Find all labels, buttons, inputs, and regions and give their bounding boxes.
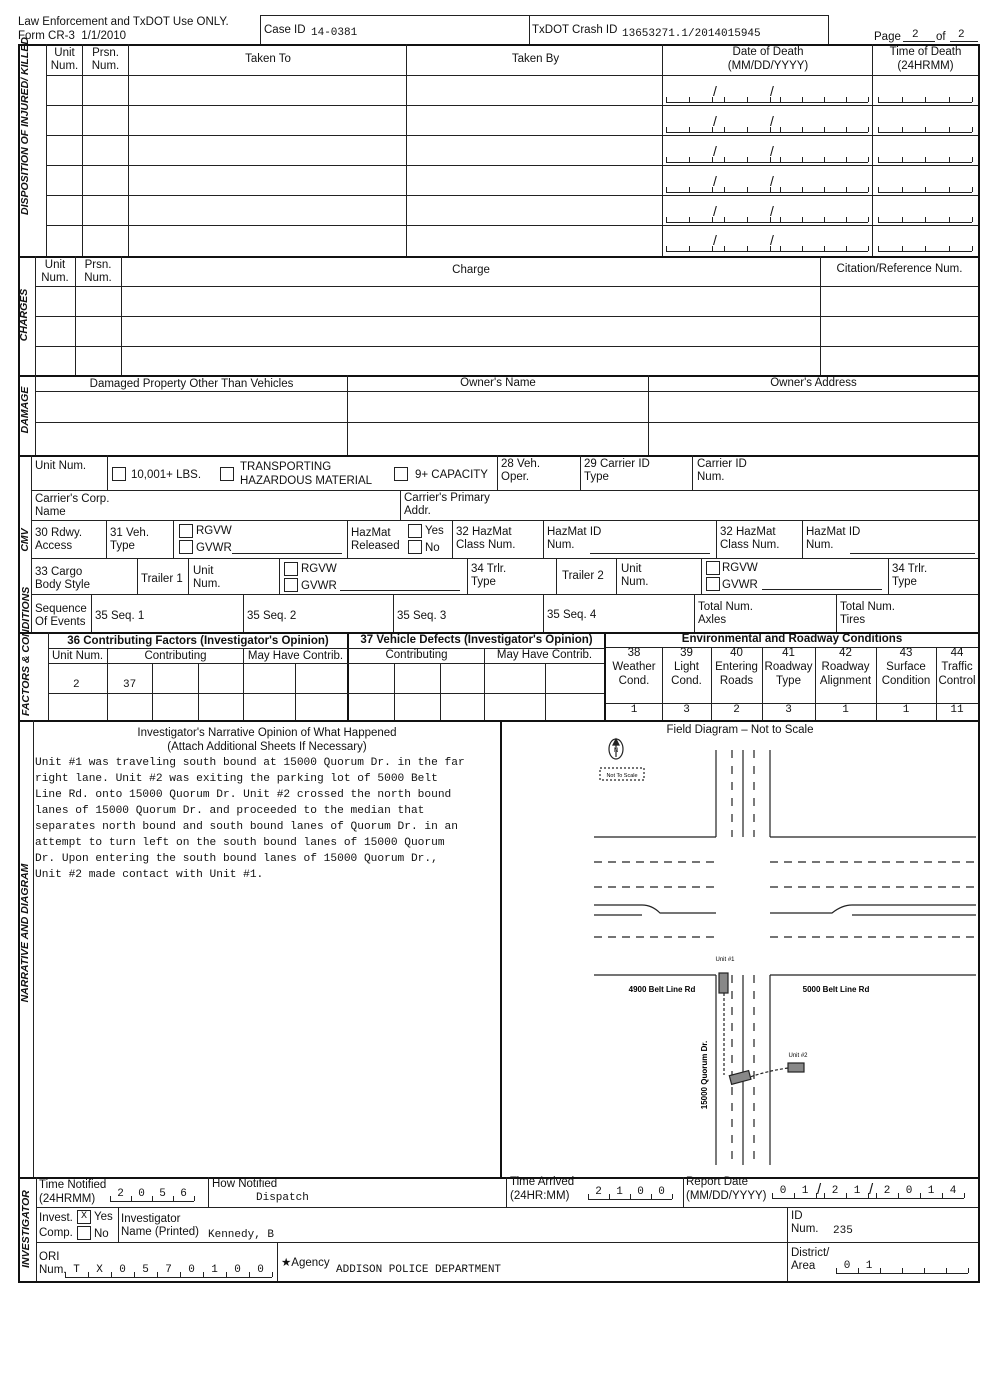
gvwr-checkbox-1[interactable]: [179, 540, 193, 554]
charge-prsn-num-header: Prsn. Num.: [84, 259, 112, 284]
condition-num: 38: [627, 647, 641, 659]
id-num-value: 235: [833, 1225, 853, 1237]
total-tires-label: Total Num. Tires: [840, 601, 895, 626]
rgvw-label-1: RGVW: [196, 525, 232, 537]
trlr-type-label-1: 34 Trlr. Type: [471, 563, 507, 588]
charge-header: Charge: [452, 264, 490, 276]
condition-column: [606, 647, 662, 720]
narrative-text: Unit #1 was traveling south bound at 15000 Quorum Dr. in the far right lane. Unit #2 was exiting the parking lot of 5000 Belt Line Rd. onto 15000 Quorum Dr. Unit #2 crossed the north bound lanes of 15000 Quorum Dr. and proceeded to the median that separates north bound and south bound lanes of Quorum Dr. in an attempt to turn left on the south bound lanes of 15000 Quorum Dr. Upon entering the south bound lanes of 15000 Quorum Dr., Unit #2 made contact with Unit #1.: [35, 757, 465, 881]
invest-comp-no-label: No: [94, 1228, 109, 1240]
taken-by-header: Taken By: [511, 53, 560, 65]
investigator-name-value: Kennedy, B: [208, 1229, 275, 1241]
page-number: 2: [912, 29, 919, 41]
transporting-label: TRANSPORTING: [240, 461, 332, 473]
invest-comp-label-1: Invest.: [39, 1212, 73, 1224]
taken-to-header: Taken To: [245, 53, 291, 65]
condition-label-1: Surface: [886, 661, 926, 673]
lbs-label: 10,001+ LBS.: [131, 469, 202, 481]
agency-label: ★Agency: [281, 1257, 330, 1269]
hazmat-id-label-1: HazMat ID Num.: [547, 526, 602, 551]
condition-value: 1: [630, 704, 638, 716]
condition-label-2: Roads: [719, 675, 754, 687]
condition-column: [711, 647, 762, 720]
crash-id-value: 13653271.1/2014015945: [622, 28, 761, 40]
disposition-section-label: DISPOSITION OF INJURED/ KILLED: [19, 37, 31, 215]
owner-address-header: Owner's Address: [770, 377, 857, 389]
unit1-vehicle-icon: [719, 973, 728, 993]
condition-label-2: Condition: [881, 675, 931, 687]
condition-value: 11: [950, 704, 964, 716]
trailer2-label: Trailer 2: [562, 570, 604, 582]
condition-label-2: Control: [938, 675, 976, 687]
disp-prsn-num-header: Prsn. Num.: [91, 47, 120, 72]
factor-contributing-header: Contributing: [144, 650, 207, 662]
hazmat-yes-checkbox[interactable]: [408, 524, 422, 538]
rgvw-label-3: RGVW: [722, 562, 758, 574]
condition-num: 42: [839, 647, 852, 659]
disp-unit-num-header: Unit Num.: [50, 47, 79, 72]
cmv-section-label: CMV: [19, 528, 31, 552]
charges-section-label: CHARGES: [18, 288, 30, 342]
unit2-label: Unit #2: [788, 1053, 808, 1059]
how-notified-label-1: How Notified: [212, 1178, 278, 1190]
invest-comp-yes-label: Yes: [94, 1211, 113, 1223]
report-date-label: Report Date: [686, 1176, 749, 1188]
investigator-section-label: INVESTIGATOR: [20, 1190, 32, 1268]
condition-value: 3: [683, 704, 690, 716]
trailer2-unit-num: Unit Num.: [621, 563, 649, 588]
diagram-note: Not To Scale: [606, 773, 638, 779]
defect-may-have-header: May Have Contrib.: [496, 649, 593, 661]
case-id-value: 14-0381: [311, 27, 358, 39]
condition-label-1: Traffic: [941, 661, 973, 673]
how-notified-value: Dispatch: [256, 1192, 309, 1204]
damage-section-label: DAMAGE: [19, 386, 31, 434]
page-label: Page: [874, 31, 901, 43]
rgvw-checkbox-1[interactable]: [179, 524, 193, 538]
case-id-label: Case ID: [264, 24, 306, 36]
field-diagram: [502, 735, 978, 1175]
owner-name-header: Owner's Name: [460, 377, 536, 389]
condition-label-1: Weather: [612, 661, 656, 673]
id-num-label: ID Num.: [791, 1210, 819, 1235]
factor-may-have-header: May Have Contrib.: [247, 650, 344, 662]
crash-id-label: TxDOT Crash ID: [532, 24, 618, 36]
rgvw-label-2: RGVW: [301, 563, 337, 575]
ori-label: ORI Num.: [39, 1251, 67, 1276]
defect-contributing-header: Contributing: [385, 649, 448, 661]
trailer1-label: Trailer 1: [141, 573, 183, 585]
narrative-title: Investigator's Narrative Opinion of What Happened: [137, 727, 397, 739]
carrier-id-type-label: 29 Carrier ID Type: [584, 458, 650, 483]
invest-comp-yes-checkbox[interactable]: X: [77, 1210, 91, 1224]
time-of-death-format: (24HRMM): [897, 60, 954, 72]
capacity-label: 9+ CAPACITY: [415, 469, 488, 481]
page-of-label: of: [936, 31, 946, 43]
condition-label-2: Type: [776, 675, 801, 687]
narrative-section-label: NARRATIVE AND DIAGRAM: [19, 863, 31, 1003]
condition-label-1: Entering: [715, 661, 758, 673]
carrier-id-num-label: Carrier ID Num.: [697, 458, 747, 483]
condition-label-1: Light: [674, 661, 699, 673]
seq4-label: 35 Seq. 4: [547, 609, 597, 621]
road-west-label: 4900 Belt Line Rd: [628, 985, 696, 994]
condition-num: 44: [950, 647, 964, 659]
rgvw-checkbox-2[interactable]: [284, 562, 298, 576]
cmv-unit-num: Unit Num.: [35, 460, 87, 472]
investigator-name-label: Investigator Name (Printed): [121, 1213, 199, 1238]
veh-oper-label: 28 Veh. Oper.: [501, 458, 541, 483]
condition-label-1: Roadway: [821, 661, 870, 673]
condition-num: 43: [899, 647, 913, 659]
seq2-label: 35 Seq. 2: [247, 610, 297, 622]
time-notified-format: (24HRMM): [39, 1193, 96, 1205]
trlr-type-label-2: 34 Trlr. Type: [892, 563, 928, 588]
rgvw-checkbox-3[interactable]: [706, 561, 720, 575]
unit1-label: Unit #1: [715, 957, 735, 963]
road-ns-label: 15000 Quorum Dr.: [700, 1040, 709, 1110]
narrative-subtitle: (Attach Additional Sheets If Necessary): [167, 741, 367, 753]
gvwr-checkbox-2[interactable]: [284, 578, 298, 592]
gvwr-label-1: GVWR: [196, 542, 232, 554]
road-east-label: 5000 Belt Line Rd: [802, 985, 870, 994]
date-of-death-header: Date of Death: [732, 46, 804, 58]
condition-column: [876, 647, 936, 720]
factor-unit-num-header: Unit Num.: [52, 650, 104, 662]
condition-column: [762, 647, 815, 720]
condition-label-2: Cond.: [618, 675, 650, 687]
condition-num: 40: [730, 647, 743, 659]
vehicle-defects-title: 37 Vehicle Defects (Investigator's Opinion): [360, 634, 593, 646]
report-date-format: (MM/DD/YYYY): [686, 1190, 767, 1202]
gvwr-label-2: GVWR: [301, 580, 337, 592]
factor-unit-value: 2: [73, 679, 80, 691]
condition-column: [936, 647, 978, 720]
capacity-checkbox[interactable]: [394, 467, 408, 481]
form-label: Form CR-3 1/1/2010: [18, 30, 127, 42]
contrib-factors-title: 36 Contributing Factors (Investigator's Opinion): [67, 635, 329, 647]
seq3-label: 35 Seq. 3: [397, 610, 447, 622]
carrier-corp-label: Carrier's Corp. Name: [35, 493, 110, 518]
diagram-title: Field Diagram – Not to Scale: [666, 724, 814, 736]
unit2-start-icon: [788, 1063, 804, 1072]
seq1-label: 35 Seq. 1: [95, 610, 145, 622]
condition-column: [662, 647, 711, 720]
env-conditions-title: Environmental and Roadway Conditions: [681, 633, 903, 645]
rdwy-access-label: 30 Rdwy. Access: [35, 527, 83, 552]
time-notified-label: Time Notified: [39, 1179, 107, 1191]
time-arrived-format: (24HR:MM): [510, 1190, 570, 1202]
condition-label-2: Alignment: [819, 675, 872, 687]
condition-value: 3: [785, 704, 792, 716]
hazmat-released-label: HazMat Released: [351, 527, 400, 552]
hazmat-class-label-2: 32 HazMat Class Num.: [720, 526, 780, 551]
factor-contrib-value: 37: [123, 679, 137, 691]
invest-comp-no-checkbox[interactable]: [77, 1226, 91, 1240]
north-label: N: [613, 748, 619, 754]
charge-unit-num-header: Unit Num.: [41, 259, 69, 284]
agency-value: ADDISON POLICE DEPARTMENT: [336, 1264, 502, 1276]
total-axles-label: Total Num. Axles: [698, 601, 753, 626]
condition-label-1: Roadway: [764, 661, 813, 673]
time-of-death-header: Time of Death: [889, 46, 962, 58]
hazmat-yes-label: Yes: [425, 525, 444, 537]
condition-value: 2: [733, 704, 740, 716]
condition-label-2: Cond.: [671, 675, 702, 687]
page-total: 2: [958, 29, 965, 41]
condition-num: 41: [782, 647, 795, 659]
lbs-checkbox[interactable]: [112, 467, 126, 481]
citation-header: Citation/Reference Num.: [836, 263, 963, 275]
gvwr-checkbox-3[interactable]: [706, 577, 720, 591]
seq-events-label: Sequence Of Events: [35, 603, 87, 628]
invest-comp-label-2: Comp.: [39, 1227, 73, 1239]
hazmat-no-label: No: [425, 542, 440, 554]
condition-num: 39: [680, 647, 693, 659]
hazmat-label: HAZARDOUS MATERIAL: [240, 475, 373, 487]
factors-section-label: FACTORS & CONDITIONS: [20, 586, 32, 716]
district-label: District/ Area: [791, 1247, 830, 1272]
hazmat-class-label-1: 32 HazMat Class Num.: [456, 526, 516, 551]
hazmat-no-checkbox[interactable]: [408, 540, 422, 554]
veh-type-label: 31 Veh. Type: [110, 527, 150, 552]
time-arrived-label: Time Arrived: [510, 1176, 575, 1188]
condition-column: [815, 647, 876, 720]
trailer1-unit-num: Unit Num.: [193, 565, 221, 590]
hazmat-checkbox[interactable]: [220, 467, 234, 481]
condition-value: 1: [842, 704, 849, 716]
date-of-death-format: (MM/DD/YYYY): [727, 60, 809, 72]
header-line1: Law Enforcement and TxDOT Use ONLY.: [18, 16, 229, 28]
hazmat-id-label-2: HazMat ID Num.: [806, 526, 861, 551]
gvwr-label-3: GVWR: [722, 579, 758, 591]
carrier-addr-label: Carrier's Primary Addr.: [404, 492, 490, 517]
damaged-property-header: Damaged Property Other Than Vehicles: [89, 378, 294, 390]
condition-value: 1: [902, 704, 910, 716]
cargo-body-label: 33 Cargo Body Style: [35, 566, 90, 591]
